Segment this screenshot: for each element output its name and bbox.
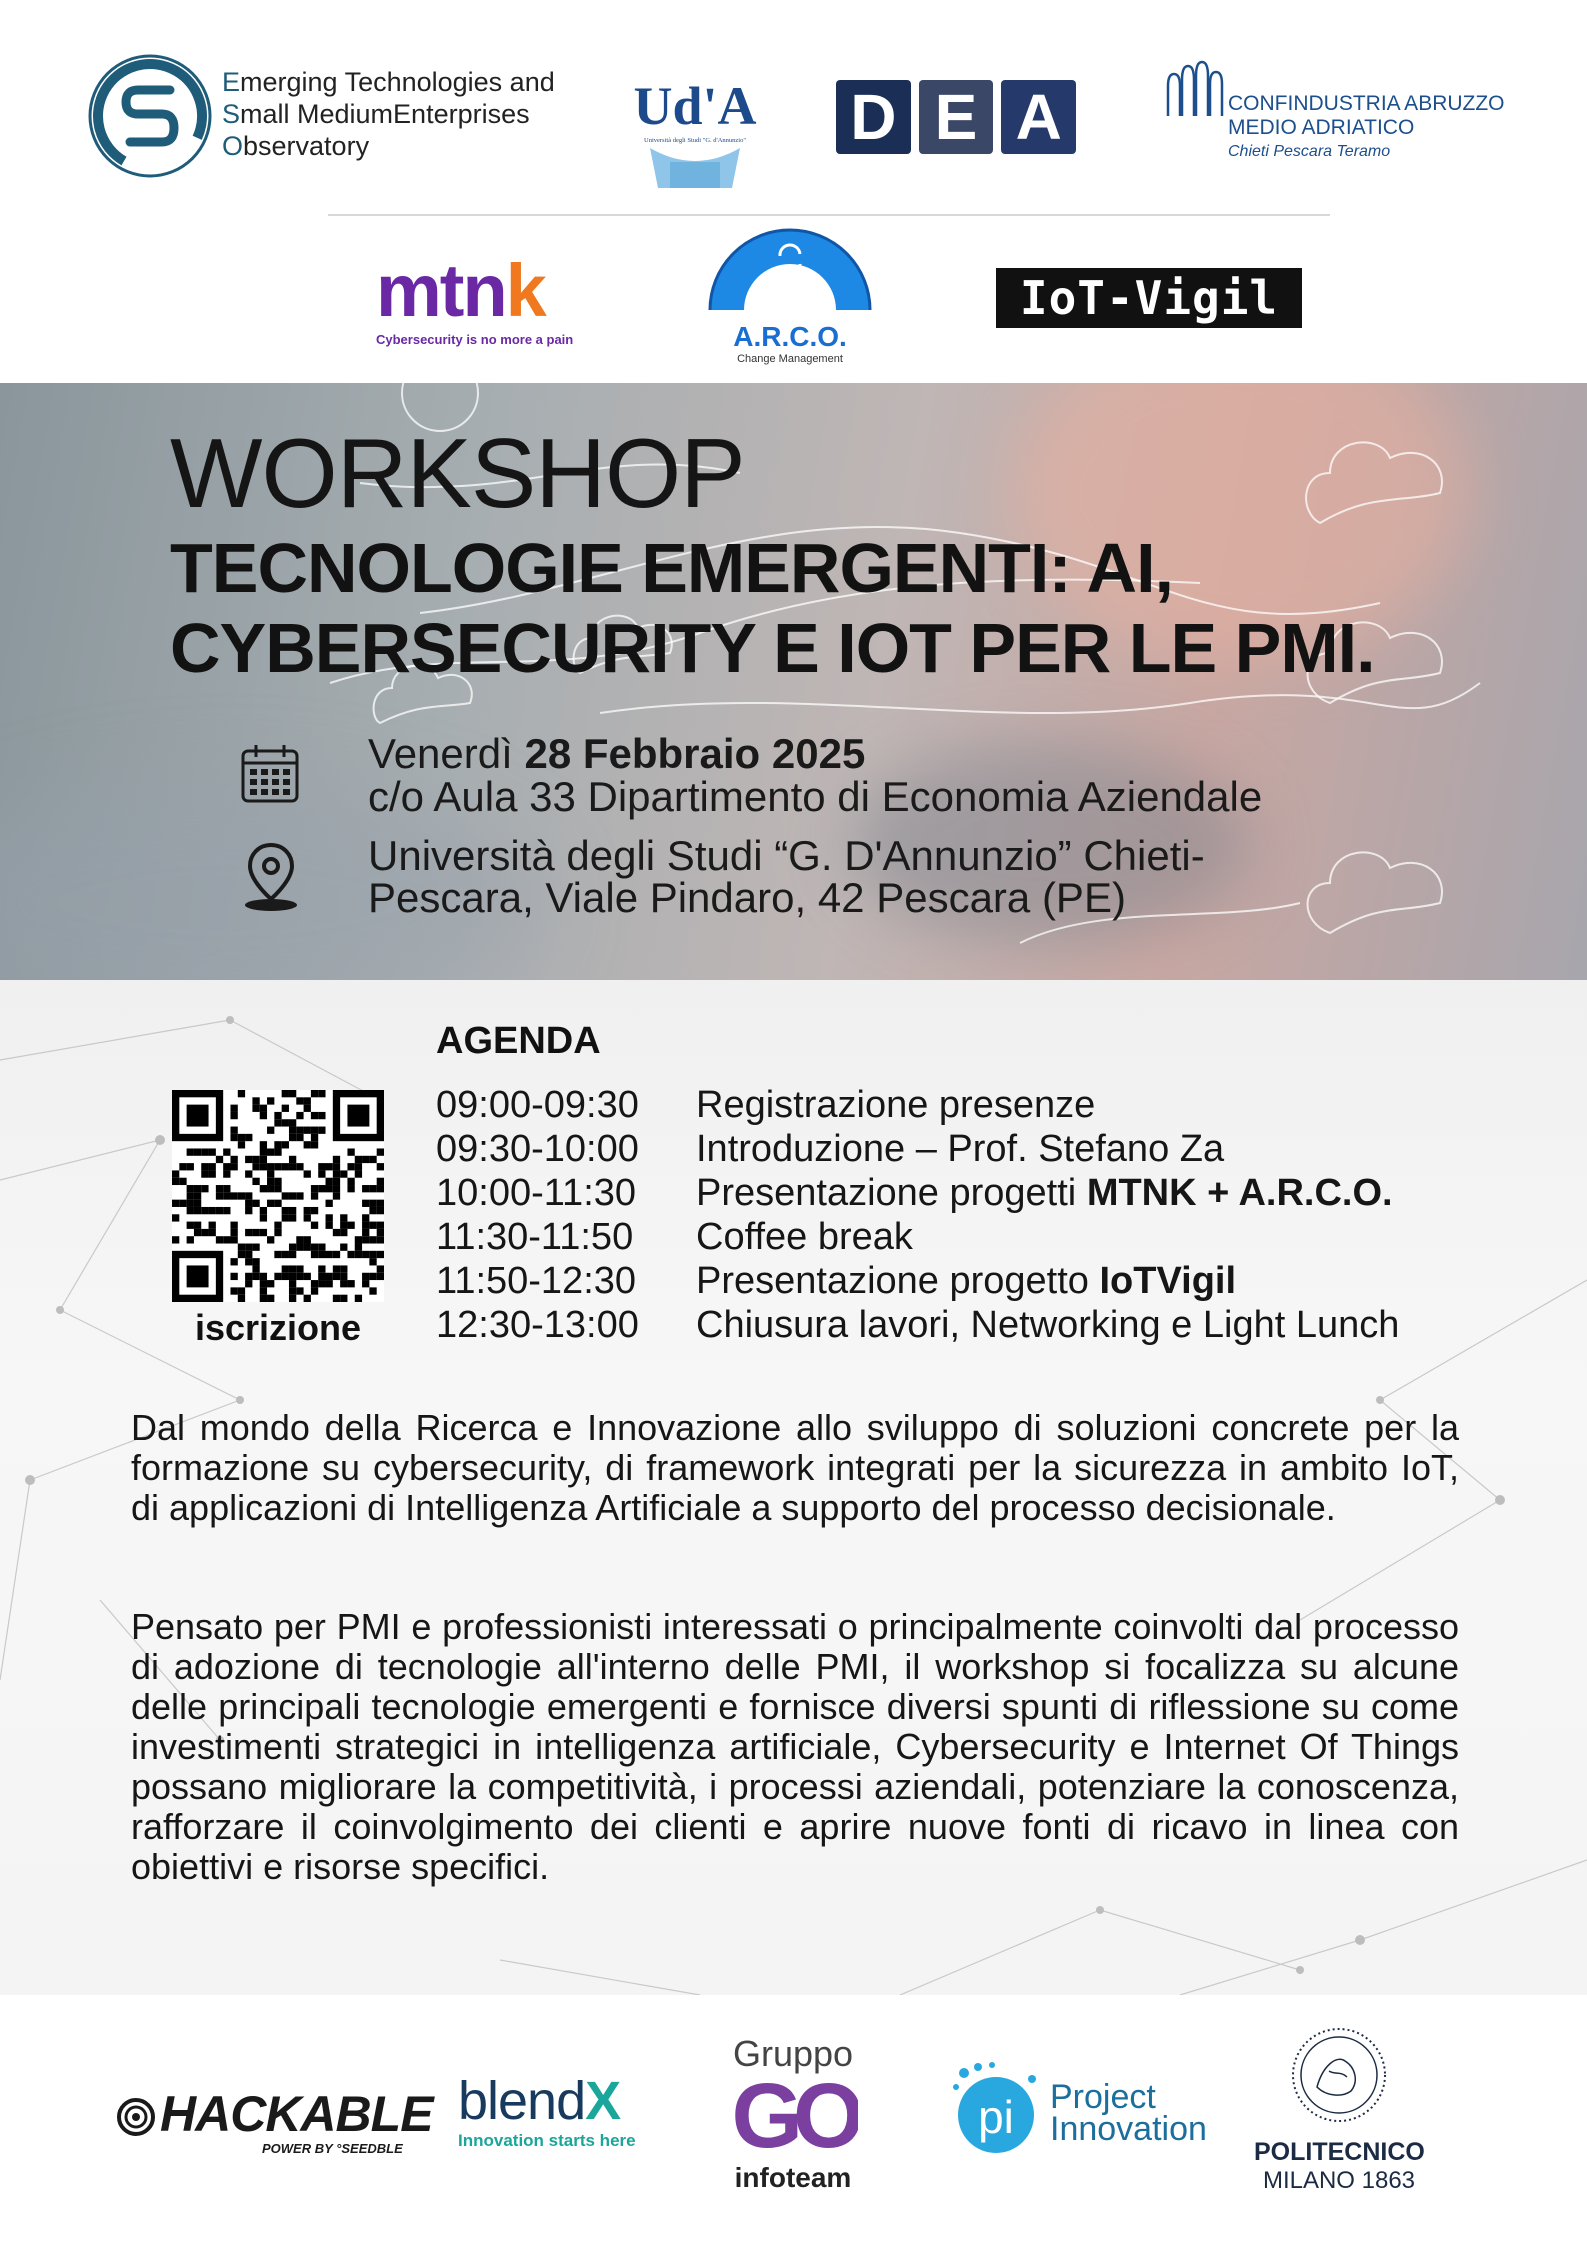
uda-logo [630,62,760,192]
agenda-highlight: IoTVigil [1099,1260,1237,1302]
project-innovation-line: Project [1050,2078,1156,2116]
agenda-description [696,1127,1506,1171]
politecnico-city: MILANO 1863 [1262,2167,1416,2194]
blendx-wordmark [458,2073,668,2129]
agenda-title: AGENDA [436,1020,601,1062]
confindustria-line: MEDIO ADRIATICO [1228,116,1415,139]
description-paragraph: Pensato per PMI e professionisti interessati o principalmente coinvolti dal processo di adozione di tecnologie all'interno delle PMI, il workshop si focalizza su alcune delle principali tecnologie emergenti e fornisce diversi spunti di riflessione su come investimenti strategici in intelligenza artificiale, Cybersecurity e Internet Of Things possano migliorare la competitività, i processi aziendali, potenziare la conoscenza, rafforzare il coinvolgimento dei clienti e aprire nuove fonti di ricavo in linea con obiettivi e risorse specifici. [131,1606,1459,1887]
agenda-highlight: MTNK + A.R.C.O. [1086,1172,1393,1214]
event-address-line: Pescara, Viale Pindaro, 42 Pescara (PE) [368,874,1126,921]
confindustria-logo [1160,56,1520,166]
workshop-title: WORKSHOP [170,418,745,528]
description-paragraph: Dal mondo della Ricerca e Innovazione allo sviluppo di soluzioni concrete per la formazione su cybersecurity, di framework integrati per la sicurezza in ambito IoT, di applicazioni di Intelligenza Artificiale a supporto del processo decisionale. [131,1407,1459,1528]
gruppo-go-logo [718,2033,868,2223]
agenda-text: Introduzione – Prof. Stefano Za [696,1128,1225,1170]
iotvigil-logo: IoT-Vigil [996,268,1302,328]
gruppo-go-mark: GO [731,2075,855,2157]
arco-logo [706,226,874,366]
mtnk-word-accent: k [505,249,545,332]
event-address-line: Università degli Studi “G. D'Annunzio” Chieti- [368,832,1205,879]
content-section [0,980,1587,1995]
mtnk-wordmark [376,249,596,332]
agenda-list [436,1083,1506,1347]
arco-wordmark: A.R.C.O. [733,321,847,352]
hackable-logo [116,2085,433,2156]
blendx-word-main: blend [458,2071,586,2131]
project-innovation-logo [946,2059,1206,2169]
gruppo-go-mark-icon [728,2075,858,2157]
confindustria-text [1228,92,1505,164]
blendx-logo [458,2073,668,2153]
agenda-text: Registrazione presenze [696,1084,1096,1126]
agenda-item [436,1083,1506,1127]
header-logos [0,0,1587,383]
arco-emblem-icon [706,226,874,366]
agenda-item [436,1171,1506,1215]
hackable-target-icon [116,2097,156,2137]
etsmeo-text [222,66,555,162]
etsmeo-line: merging Technologies and [240,67,555,97]
etsmeo-mark-icon [86,52,214,180]
header-divider [328,214,1330,216]
workshop-subtitle-line: TECNOLOGIE EMERGENTI: AI, [170,529,1173,607]
arco-tagline: Change Management [737,353,843,365]
agenda-item [436,1215,1506,1259]
workshop-subtitle [170,528,1375,688]
project-innovation-mark-icon [946,2059,1046,2159]
confindustria-line: CONFINDUSTRIA ABRUZZO [1228,92,1505,115]
event-room: c/o Aula 33 Dipartimento di Economia Aziendale [368,773,1263,820]
svg-text:pi: pi [978,2091,1014,2143]
project-innovation-line: Innovation [1050,2110,1207,2148]
agenda-text: Chiusura lavori, Networking e Light Lunch [696,1304,1400,1346]
agenda-text: Presentazione progetti [696,1172,1087,1214]
agenda-time: 09:00-09:30 [436,1084,639,1126]
agenda-description [696,1303,1506,1347]
uda-subline: Università degli Studi "G. d'Annunzio" [644,137,746,144]
dea-logo [836,80,1076,154]
agenda-text: Coffee break [696,1216,913,1258]
event-date [368,730,866,777]
project-innovation-text [1050,2078,1207,2148]
agenda-time: 11:50-12:30 [436,1260,637,1302]
dea-letter: D [836,80,911,154]
agenda-item [436,1259,1506,1303]
agenda-text: Presentazione progetto [696,1260,1100,1302]
agenda-description [696,1083,1506,1127]
calendar-icon [240,743,300,805]
agenda-time: 10:00-11:30 [436,1172,637,1214]
agenda-description [696,1171,1506,1215]
hackable-wordmark: HACKABLE [160,2086,433,2142]
agenda-description [696,1259,1506,1303]
workshop-subtitle-line: CYBERSECURITY E IOT PER LE PMI. [170,609,1375,687]
etsmeo-logo [86,50,606,190]
agenda-description [696,1215,1506,1259]
agenda-item [436,1127,1506,1171]
registration-label: iscrizione [194,1307,362,1348]
etsmeo-line: mall MediumEnterprises [240,99,530,129]
event-date-value: 28 Febbraio 2025 [524,730,866,777]
registration-qr-code-icon[interactable] [172,1090,384,1302]
gruppo-go-bottom: infoteam [734,2162,852,2193]
confindustria-emblem-icon [1160,56,1224,120]
gruppo-go-top: Gruppo [732,2033,854,2074]
confindustria-subline: Chieti Pescara Teramo [1228,143,1391,160]
location-pin-icon [242,841,300,913]
hero-banner [0,383,1587,980]
blendx-tagline: Innovation starts here [458,2131,636,2150]
agenda-time: 11:30-11:50 [436,1216,634,1258]
dea-letter: E [919,80,994,154]
hackable-subline: POWER BY °SEEDBLE [262,2141,403,2156]
agenda-time: 09:30-10:00 [436,1128,639,1170]
uda-wordmark: Ud'A [633,76,757,136]
etsmeo-initial: O [222,131,244,161]
agenda-item [436,1303,1506,1347]
politecnico-seal-icon [1289,2025,1389,2125]
dea-letter: A [1001,80,1076,154]
politecnico-name: POLITECNICO [1254,2138,1425,2166]
etsmeo-initial: S [222,99,241,129]
mtnk-logo [376,249,596,350]
mtnk-tagline: Cybersecurity is no more a pain [376,332,574,347]
blendx-word-accent: X [585,2071,621,2131]
agenda-time: 12:30-13:00 [436,1304,639,1346]
event-date-prefix: Venerdì [368,730,525,777]
event-address [368,832,1368,921]
mtnk-word-main: mtn [376,249,506,332]
politecnico-logo [1254,2025,1424,2225]
uda-emblem-icon [630,62,760,192]
etsmeo-line: bservatory [243,131,370,161]
sponsor-logos [0,1995,1587,2245]
etsmeo-initial: E [222,67,241,97]
